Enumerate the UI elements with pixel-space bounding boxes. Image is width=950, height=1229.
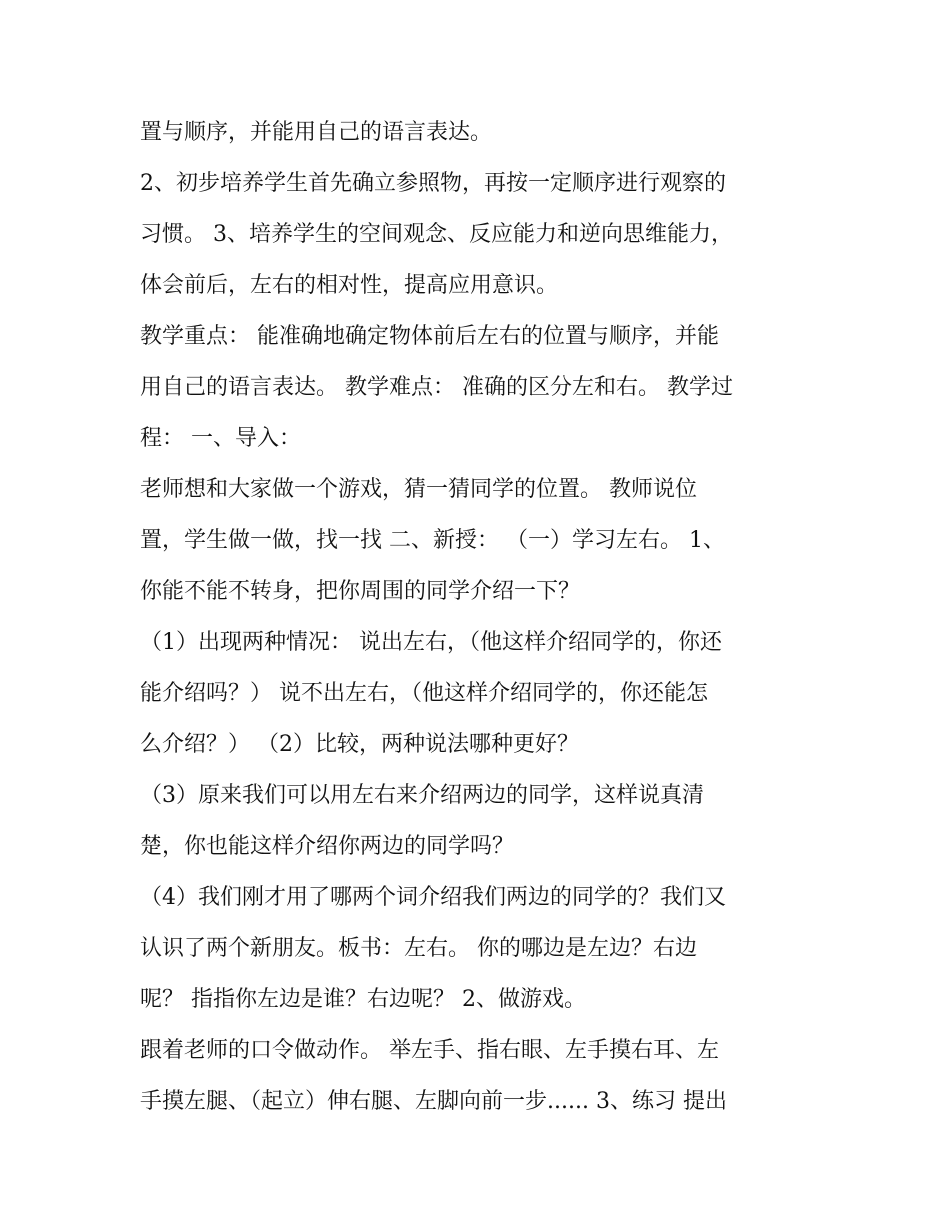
text-line: 老师想和大家做一个游戏，猜一猜同学的位置。 教师说位 bbox=[140, 477, 697, 502]
text-line: 认识了两个新朋友。板书：左右。 你的哪边是左边？右边 bbox=[140, 936, 697, 961]
text-line: （4）我们刚才用了哪两个词介绍我们两边的同学的？我们又 bbox=[140, 885, 726, 910]
text-line: 呢？ 指指你左边是谁？右边呢？ 2、做游戏。 bbox=[140, 987, 586, 1012]
text-line: 置与顺序，并能用自己的语言表达。 bbox=[140, 120, 493, 145]
text-line: 习惯。 3、培养学生的空间观念、反应能力和逆向思维能力， bbox=[140, 222, 733, 247]
text-line: （3）原来我们可以用左右来介绍两边的同学，这样说真清 bbox=[140, 783, 704, 808]
text-line: 程： 一、导入： bbox=[140, 426, 301, 451]
text-line: 么介绍？） （2）比较，两种说法哪种更好？ bbox=[140, 732, 579, 757]
text-line: 楚，你也能这样介绍你两边的同学吗？ bbox=[140, 834, 515, 859]
text-line: 你能不能不转身，把你周围的同学介绍一下？ bbox=[140, 579, 581, 604]
text-line: 手摸左腿、（起立）伸右腿、左脚向前一步...... 3、练习 提出 bbox=[140, 1089, 727, 1114]
text-line: 跟着老师的口令做动作。 举左手、指右眼、左手摸右耳、左 bbox=[140, 1038, 719, 1063]
text-line: 能介绍吗？） 说不出左右，（他这样介绍同学的，你还能怎 bbox=[140, 681, 708, 706]
text-line: 2、初步培养学生首先确立参照物，再按一定顺序进行观察的 bbox=[140, 171, 726, 196]
text-line: 体会前后，左右的相对性，提高应用意识。 bbox=[140, 273, 559, 298]
text-line: 教学重点： 能准确地确定物体前后左右的位置与顺序，并能 bbox=[140, 324, 719, 349]
text-line: 用自己的语言表达。 教学难点： 准确的区分左和右。 教学过 bbox=[140, 375, 733, 400]
text-line: （1）出现两种情况： 说出左右，（他这样介绍同学的，你还 bbox=[140, 630, 722, 655]
text-line: 置，学生做一做，找一找 二、新授： （一）学习左右。 1、 bbox=[140, 528, 725, 553]
body-text bbox=[140, 107, 820, 1127]
